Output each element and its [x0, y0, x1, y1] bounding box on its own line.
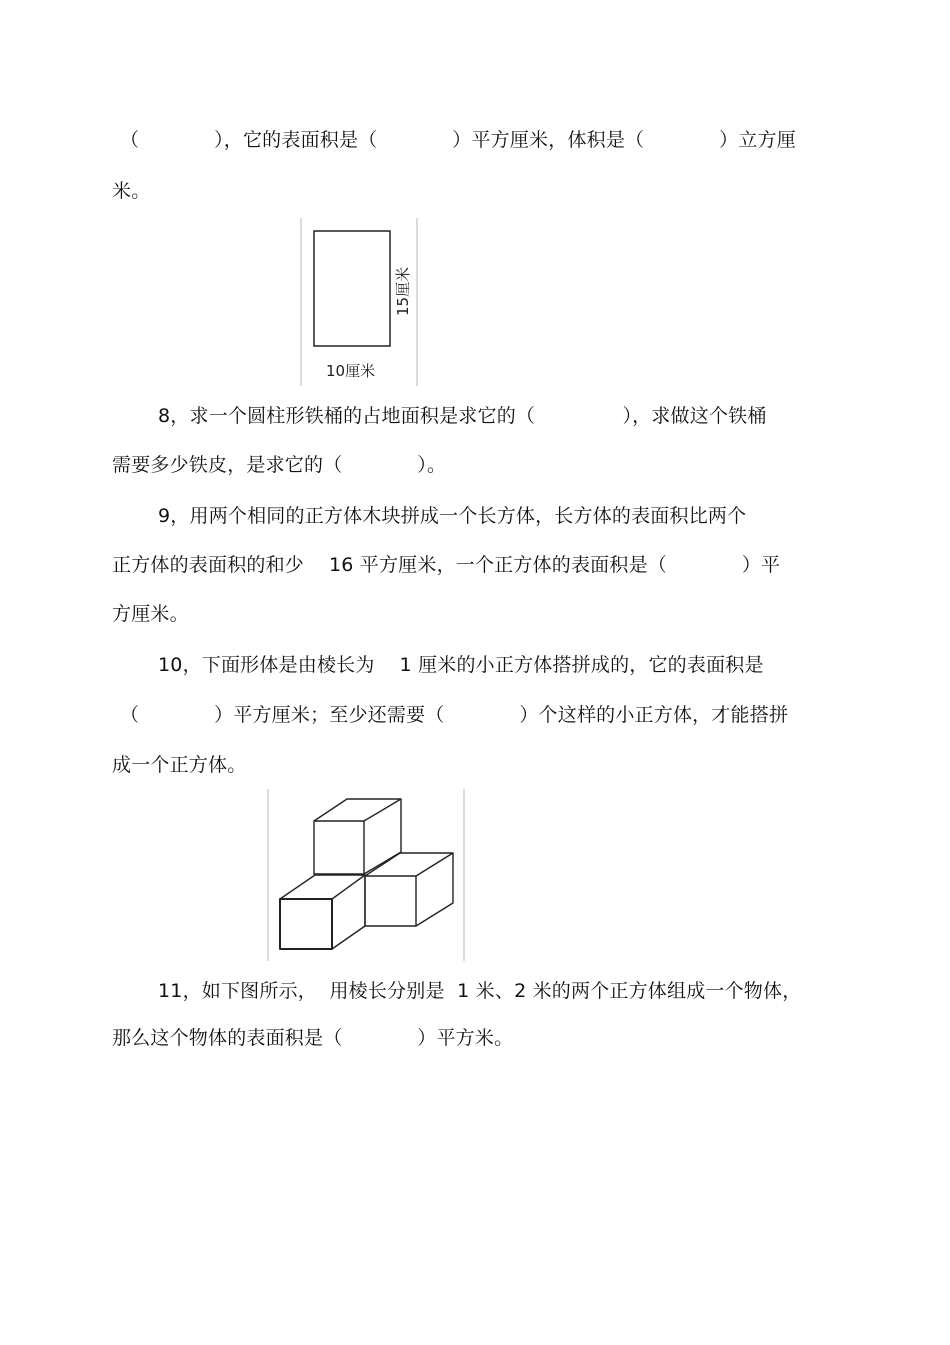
q8-line-1: 8，求一个圆柱形铁桶的占地面积是求它的（ ），求做这个铁桶 — [158, 405, 767, 427]
top-cube — [314, 799, 401, 874]
q11-line-2: 那么这个物体的表面积是（ ）平方米。 — [112, 1027, 514, 1049]
right-cube — [365, 853, 453, 926]
left-cube — [280, 875, 365, 949]
q7-line-2: 米。 — [112, 180, 151, 202]
q10-line-2: （ ）平方厘米；至少还需要（ ）个这样的小正方体，才能搭拼 — [120, 704, 789, 726]
q11-line-1: 11，如下图所示， 用棱长分别是 1 米、2 米的两个正方体组成一个物体， — [158, 980, 802, 1002]
q9-line-1: 9，用两个相同的正方体木块拼成一个长方体，长方体的表面积比两个 — [158, 505, 747, 527]
q9-line-3: 方厘米。 — [112, 603, 189, 625]
rectangle-height-label: 15厘米 — [394, 266, 412, 316]
rectangle-figure — [300, 218, 420, 388]
q7-line-1: （ ），它的表面积是（ ）平方厘米，体积是（ ）立方厘 — [120, 129, 796, 151]
cubes-figure — [267, 789, 467, 964]
rectangle-width-label: 10厘米 — [326, 362, 376, 380]
q8-line-2: 需要多少铁皮，是求它的（ ）。 — [112, 454, 447, 476]
q10-line-1: 10，下面形体是由棱长为 1 厘米的小正方体搭拼成的，它的表面积是 — [158, 654, 764, 676]
q9-line-2: 正方体的表面积的和少 16 平方厘米，一个正方体的表面积是（ ）平 — [112, 554, 781, 576]
q10-line-3: 成一个正方体。 — [112, 754, 247, 776]
rectangle-shape — [314, 231, 390, 346]
